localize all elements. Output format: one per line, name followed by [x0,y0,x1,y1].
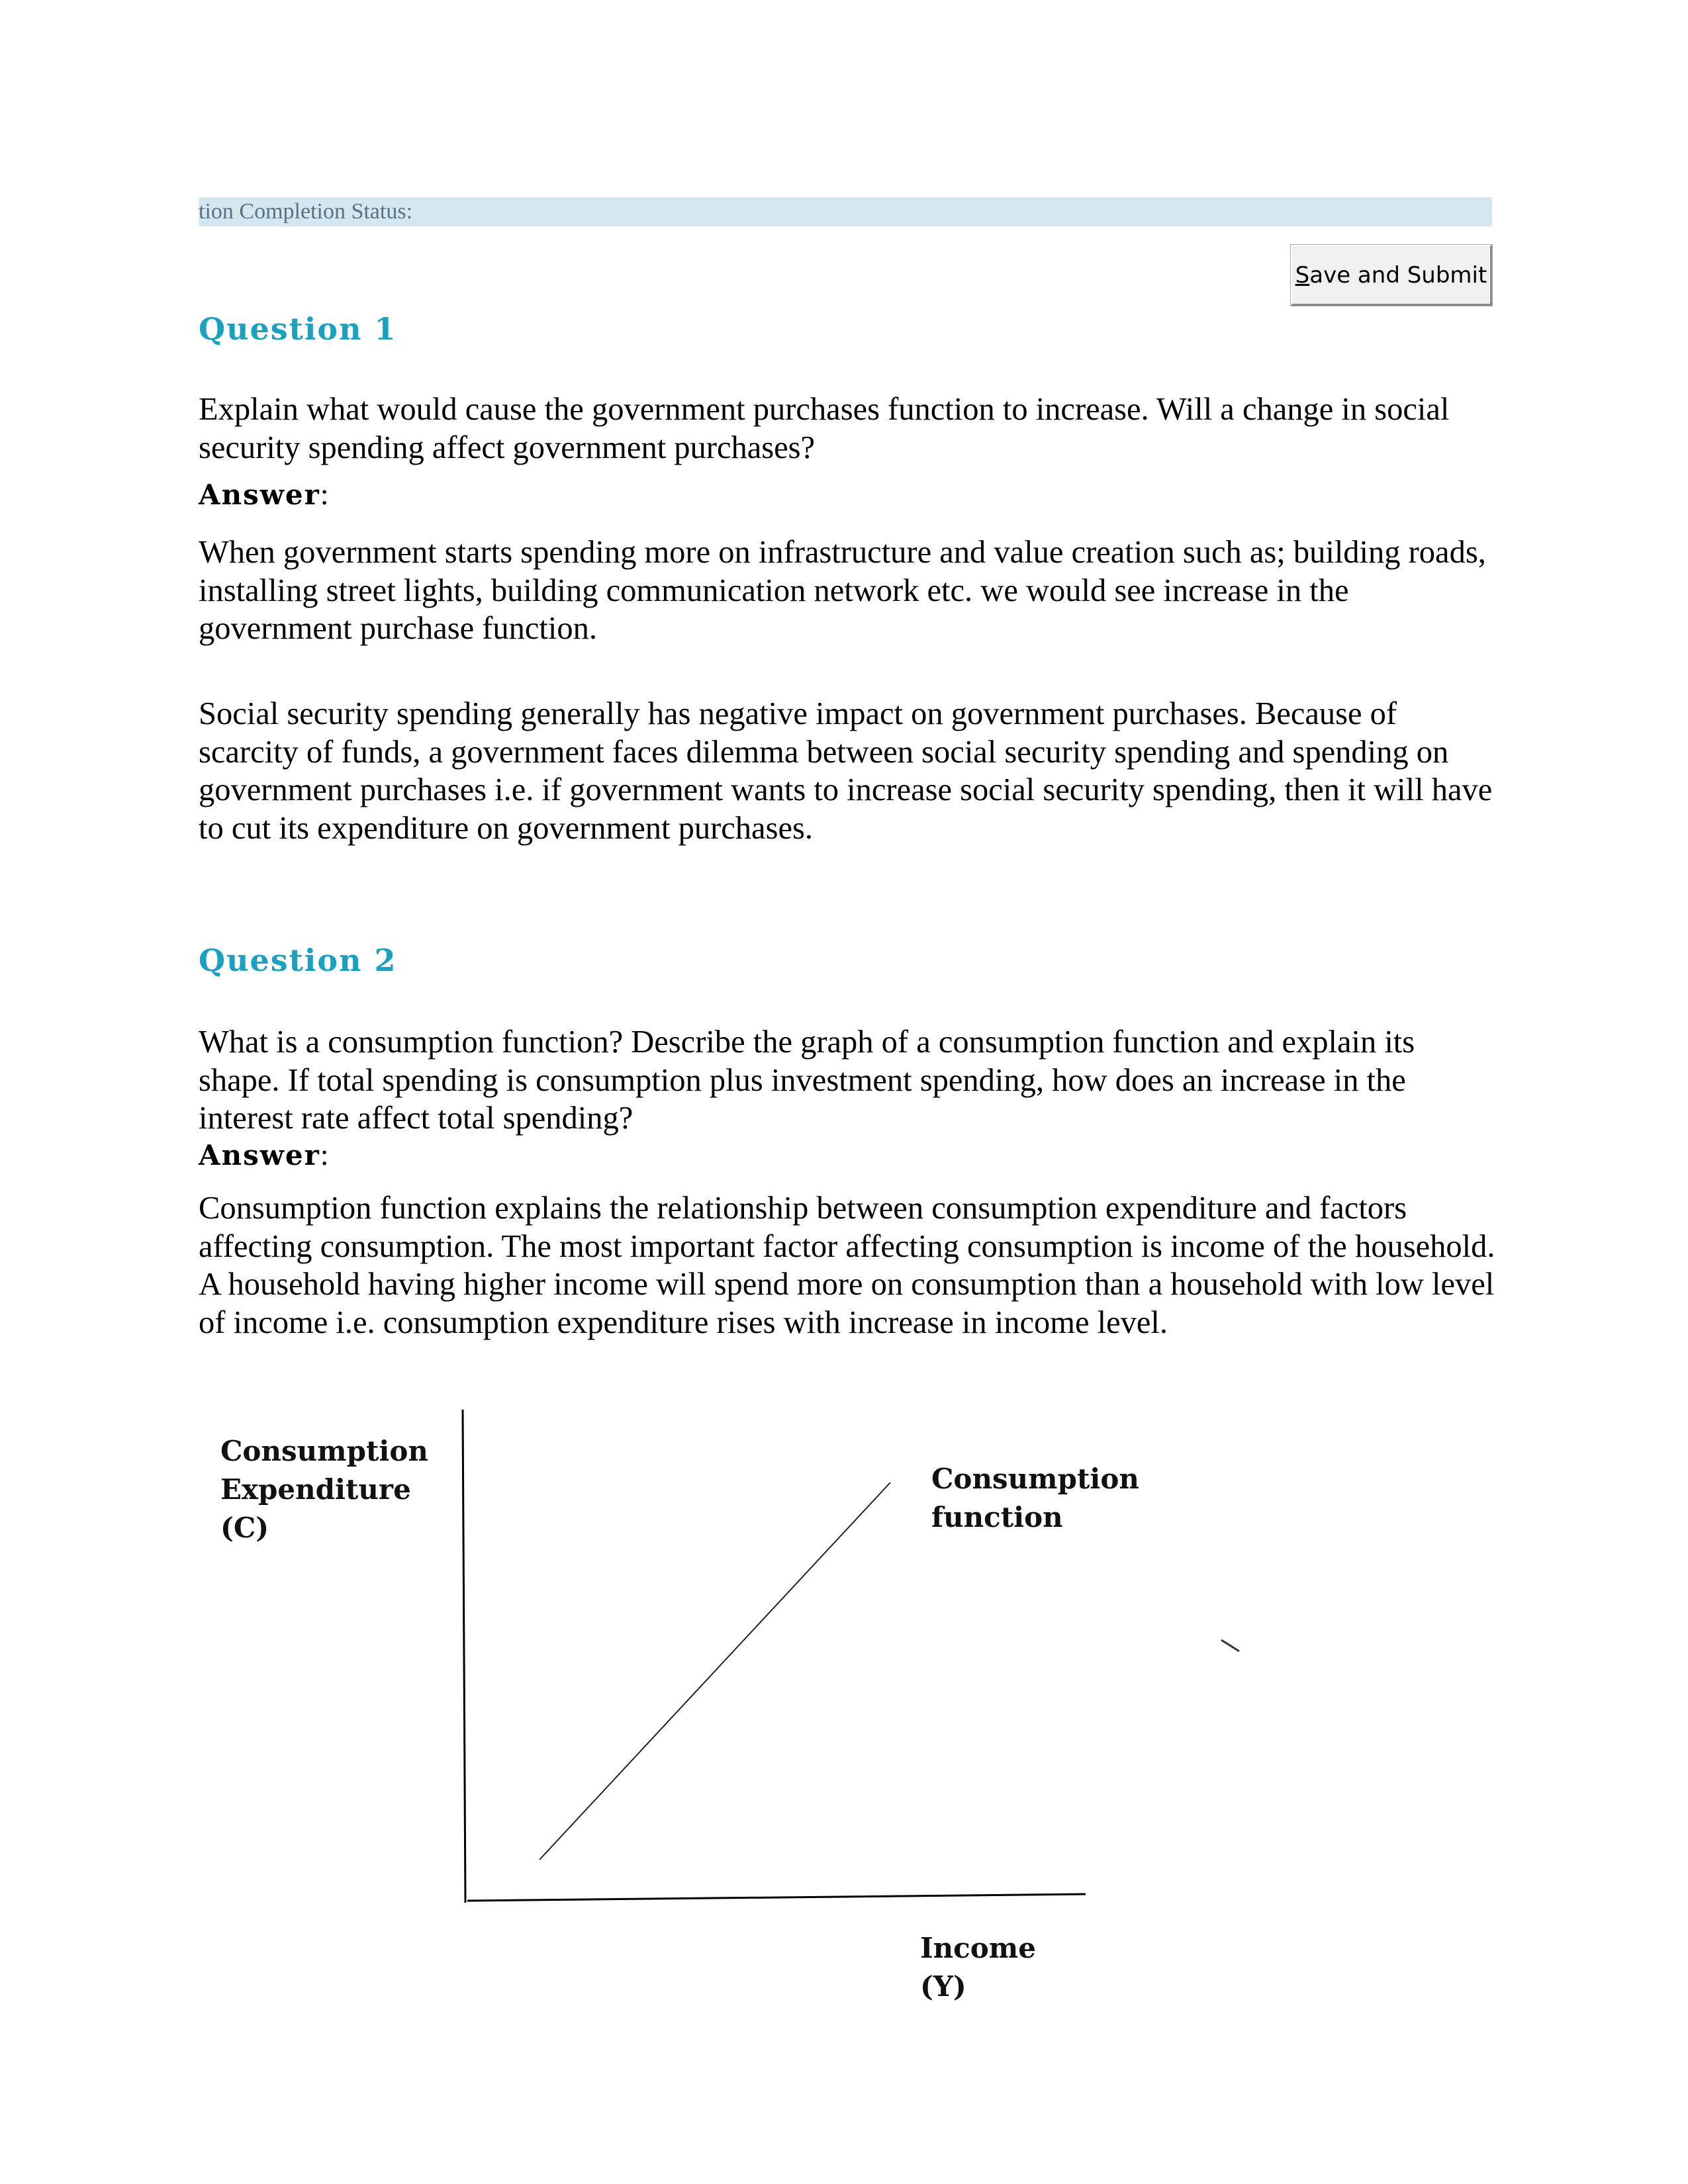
question-1-answer-paragraph: Social security spending generally has negative impact on government purchases. Because of scarcity of funds, a government faces dilemma between social security spending and spending on government purchases i.e. if government wants to increase social security spending, then it will have to cut its expenditure on government purchases. [199,696,1493,846]
question-2-heading: Question 2 [199,942,397,978]
question-2-answer-paragraph: Consumption function explains the relationship between consumption expenditure and factors affecting consumption. The most important factor affecting consumption is income of the household. A household having higher income will spend more on consumption than a household with low level of income i.e. consumption expenditure rises with increase in income level. [199,1191,1495,1340]
x-axis-label: Income (Y) [920,1932,1036,2003]
answer-label-colon: : [320,1138,329,1171]
question-2-prompt: What is a consumption function? Describe the graph of a consumption function and explain its shape. If total spending is consumption plus investment spending, how does an increase in the interest rate affect total spending? [199,1024,1415,1136]
answer-label-colon: : [320,477,329,511]
consumption-function-label: Consumption function [931,1463,1139,1533]
answer-label-text: Answer [199,478,320,511]
question-1-answer-paragraph: When government starts spending more on infrastructure and value creation such as; building roads, installing street lights, building communication network etc. we would see increase in the government purchase function. [199,535,1486,646]
y-axis-label-line2: Expenditure (C) [220,1473,411,1544]
question-1-heading: Question 1 [199,311,397,347]
x-axis-line [467,1894,1086,1901]
consumption-function-line [539,1482,890,1860]
y-axis-label [220,1432,428,1547]
completion-status-text: tion Completion Status: [199,199,413,224]
question-1-prompt: Explain what would cause the government purchases function to increase. Will a change in social security spending affect government purchases? [199,392,1450,465]
stray-mark [1221,1640,1239,1651]
y-axis-label-line1: Consumption [220,1435,428,1467]
y-axis-line [463,1410,465,1903]
save-and-submit-button[interactable]: S ave and Submit [1291,245,1492,306]
answer-label-text: Answer [199,1139,320,1171]
